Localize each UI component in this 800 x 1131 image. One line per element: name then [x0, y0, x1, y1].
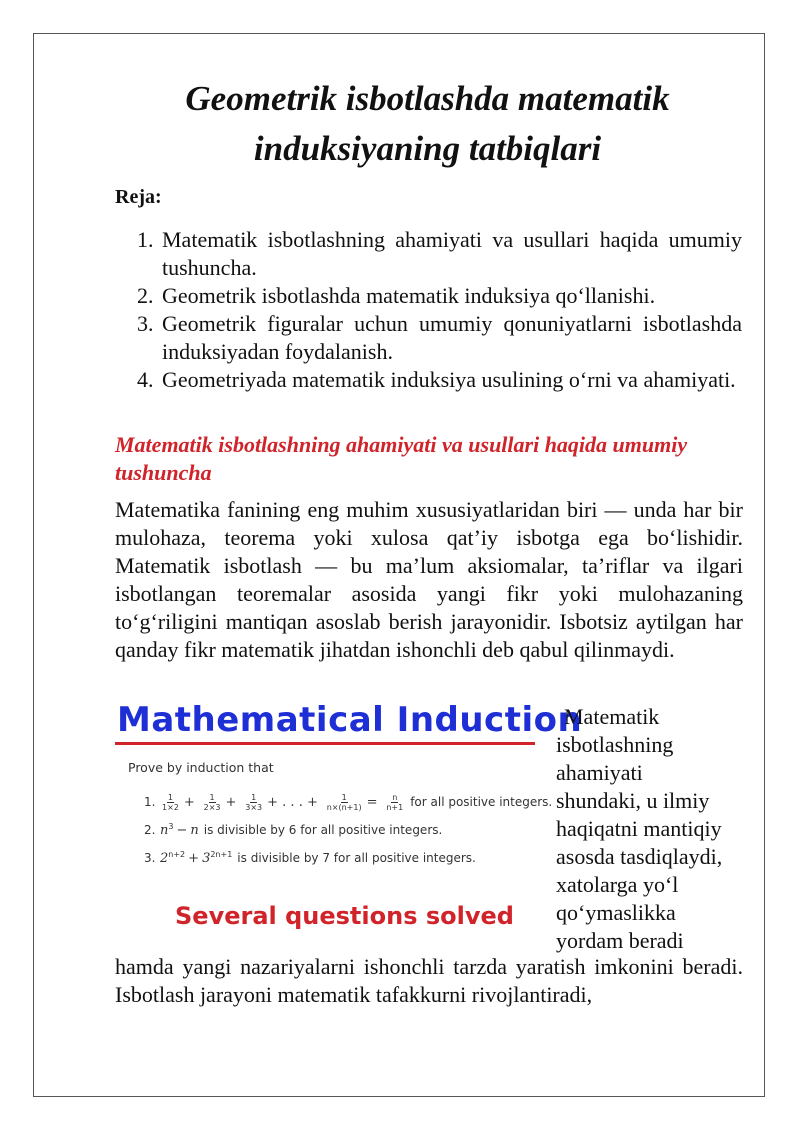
figure-problem: [144, 788, 552, 816]
series-formula: $\frac{1}{1\times 2}$ + $\frac{1}{2\times 3}$ + $\frac{1}{3\times 3}$ + . . . + $\frac{1}{n\times(n+1)}$ = $\frac{n}{n+1}$: [162, 792, 404, 812]
side-line: ahamiyati: [556, 760, 643, 785]
plan-item-text: Geometrik isbotlashda matematik induksiya qo‘llanishi.: [162, 283, 656, 308]
plan-item-text: Geometriyada matematik induksiya usulining o‘rni va ahamiyati.: [162, 367, 736, 392]
figure-prompt: Prove by induction that: [128, 760, 274, 775]
figure-problem: [144, 816, 552, 844]
plan-label: Reja:: [115, 186, 162, 208]
figure-title: Mathematical Induction: [117, 700, 583, 740]
plan-item-number: 4.: [137, 367, 154, 392]
side-line: qo‘ymaslikka: [556, 900, 676, 925]
plan-item-text: Geometrik figuralar uchun umumiy qonuniyatlarni isbotlashda induksiyadan foydalanish.: [162, 311, 742, 364]
cubic-formula: $n^3 - n$: [160, 822, 199, 838]
figure-problem-number: 2.: [144, 823, 156, 837]
figure-footer: Several questions solved: [175, 902, 514, 930]
figure-problem-number: 3.: [144, 851, 156, 865]
plan-list: [120, 226, 742, 394]
plan-item-number: 2.: [137, 283, 154, 308]
plan-item-number: 1.: [137, 227, 154, 252]
title-line-2: induksiyaning tatbiqlari: [253, 129, 602, 168]
paragraph-2: hamda yangi nazariyalarni ishonchli tarzda yaratish imkonini beradi. Isbotlash jarayoni matematik tafakkurni rivojlantiradi,: [115, 954, 743, 1007]
plan-item: [120, 310, 742, 366]
side-line: haqiqatni mantiqiy: [556, 816, 722, 841]
side-line: shundaki, u ilmiy: [556, 788, 710, 813]
figure-problem-list: [144, 788, 552, 872]
plan-item: [120, 282, 742, 310]
power-formula: $2^{n+2} + 3^{2n+1}$: [160, 850, 233, 866]
plan-item-number: 3.: [137, 311, 154, 336]
figure-problem-text: for all positive integers.: [410, 795, 553, 809]
plan-item: [120, 226, 742, 282]
figure-problem-text: is divisible by 6 for all positive integers.: [203, 823, 443, 837]
plan-item: [120, 366, 742, 394]
side-paragraph: [556, 703, 746, 955]
figure-problem: [144, 844, 552, 872]
section-heading: Matematik isbotlashning ahamiyati va usullari haqida umumiy tushuncha: [115, 432, 688, 485]
document-title: [115, 74, 740, 174]
side-line: asosda tasdiqlaydi,: [556, 844, 723, 869]
side-line: yordam beradi: [556, 928, 684, 953]
figure-problem-number: 1.: [144, 795, 156, 809]
figure-problem-text: is divisible by 7 for all positive integers.: [237, 851, 476, 865]
paragraph-1: Matematika fanining eng muhim xususiyatlaridan biri — unda har bir mulohaza, teorema yoki xulosa qat’iy isbotga ega bo‘lishidir. Matematik isbotlash — bu ma’lum aksiomalar, ta’riflar va ilgari isbotlangan teoremalar asosida yangi fikr yoki mulohazaning to‘g‘riligini mantiqan asoslab berish jarayonidir. Isbotsiz aytilgan har qanday fikr matematik jihatdan ishonchli deb qabul qilinmaydi.: [115, 497, 743, 662]
figure-title-underline: [115, 742, 535, 745]
side-line: Matematik: [564, 704, 660, 729]
title-line-1: Geometrik isbotlashda matematik: [185, 79, 670, 118]
side-line: xatolarga yo‘l: [556, 872, 679, 897]
side-line: isbotlashning: [556, 732, 674, 757]
plan-item-text: Matematik isbotlashning ahamiyati va usullari haqida umumiy tushuncha.: [162, 227, 742, 280]
induction-figure: [112, 700, 583, 950]
